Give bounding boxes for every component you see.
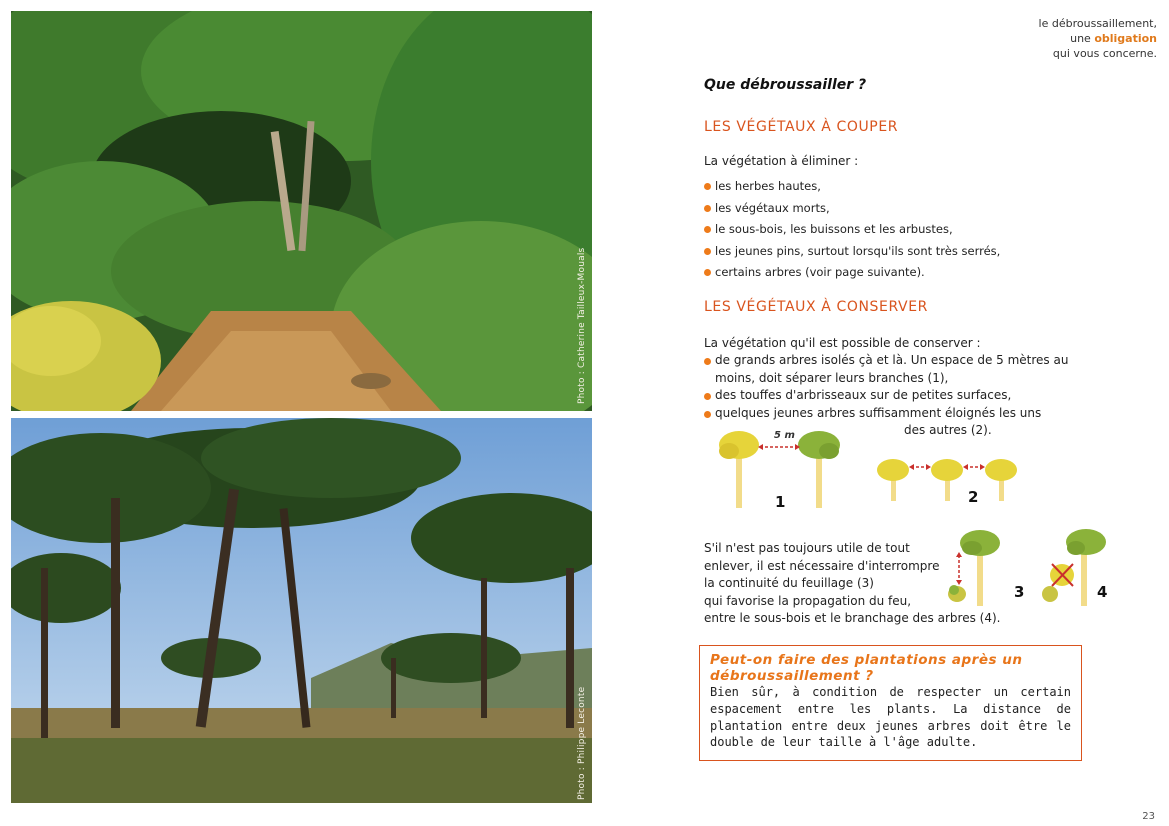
cut-list [704, 176, 1000, 284]
continuity-line: entre le sous-bois et le branchage des arbres (4). [704, 611, 1001, 626]
header-highlight: obligation [1094, 32, 1157, 45]
keep-list [704, 352, 1084, 422]
list-item: le sous-bois, les buissons et les arbustes, [704, 219, 1000, 241]
continuity-line: la continuité du feuillage (3) [704, 576, 874, 591]
plantation-info-box [699, 645, 1082, 761]
header-line-1: le débroussaillement, [1038, 17, 1157, 30]
list-item: les jeunes pins, surtout lorsqu'ils sont très serrés, [704, 241, 1000, 263]
list-item: quelques jeunes arbres suffisamment éloignés les uns [704, 405, 1084, 423]
continuity-line: enlever, il est nécessaire d'interrompre [704, 558, 940, 573]
info-box-body: Bien sûr, à condition de respecter un certain espacement entre les plants. La distance de plantation entre deux jeunes arbres doit être le double de leur taille à l'âge adulte. [710, 685, 1071, 750]
list-item: de grands arbres isolés çà et là. Un espace de 5 mètres au moins, doit séparer leurs branches (1), [704, 352, 1084, 387]
keep-last-line: des autres (2). [904, 423, 992, 437]
figure-number-2: 2 [968, 488, 979, 506]
page-number: 23 [1142, 811, 1155, 822]
header-line-2 [1039, 31, 1157, 46]
photo-stone-pines [11, 418, 592, 803]
figure-number-1: 1 [775, 493, 786, 511]
continuity-line: S'il n'est pas toujours utile de tout [704, 541, 910, 555]
continuity-line: qui favorise la propagation du feu, [704, 593, 912, 608]
figure-young-trees [872, 455, 1027, 505]
list-item: les végétaux morts, [704, 198, 1000, 220]
info-box-title-line-2: débroussaillement ? [710, 668, 874, 684]
keep-intro: La végétation qu'il est possible de conserver : [704, 336, 981, 350]
distance-label: 5 m [774, 430, 795, 441]
cut-section-title: LES VÉGÉTAUX À COUPER [704, 119, 899, 135]
info-box-title-line-1: Peut-on faire des plantations après un [710, 652, 1023, 668]
figure-number-3: 3 [1014, 583, 1025, 601]
list-item: des touffes d'arbrisseaux sur de petites surfaces, [704, 387, 1084, 405]
list-item: les herbes hautes, [704, 176, 1000, 198]
header-note [1039, 16, 1157, 61]
keep-section-title: LES VÉGÉTAUX À CONSERVER [704, 299, 928, 315]
header-line-3: qui vous concerne. [1052, 47, 1157, 60]
info-box-title [710, 652, 1071, 684]
question-title: Que débroussailler ? [704, 77, 867, 93]
header-line-2-prefix: une [1070, 32, 1095, 45]
cut-intro: La végétation à éliminer : [704, 154, 859, 168]
list-item: certains arbres (voir page suivante). [704, 262, 1000, 284]
photo-credit-top: Photo : Catherine Tailleux-Mouals [577, 247, 587, 404]
figure-vertical-gap [944, 528, 1010, 608]
photo-pine-undergrowth [11, 11, 592, 411]
photo-credit-bottom: Photo : Philippe Leconte [577, 686, 587, 800]
figure-number-4: 4 [1097, 583, 1108, 601]
